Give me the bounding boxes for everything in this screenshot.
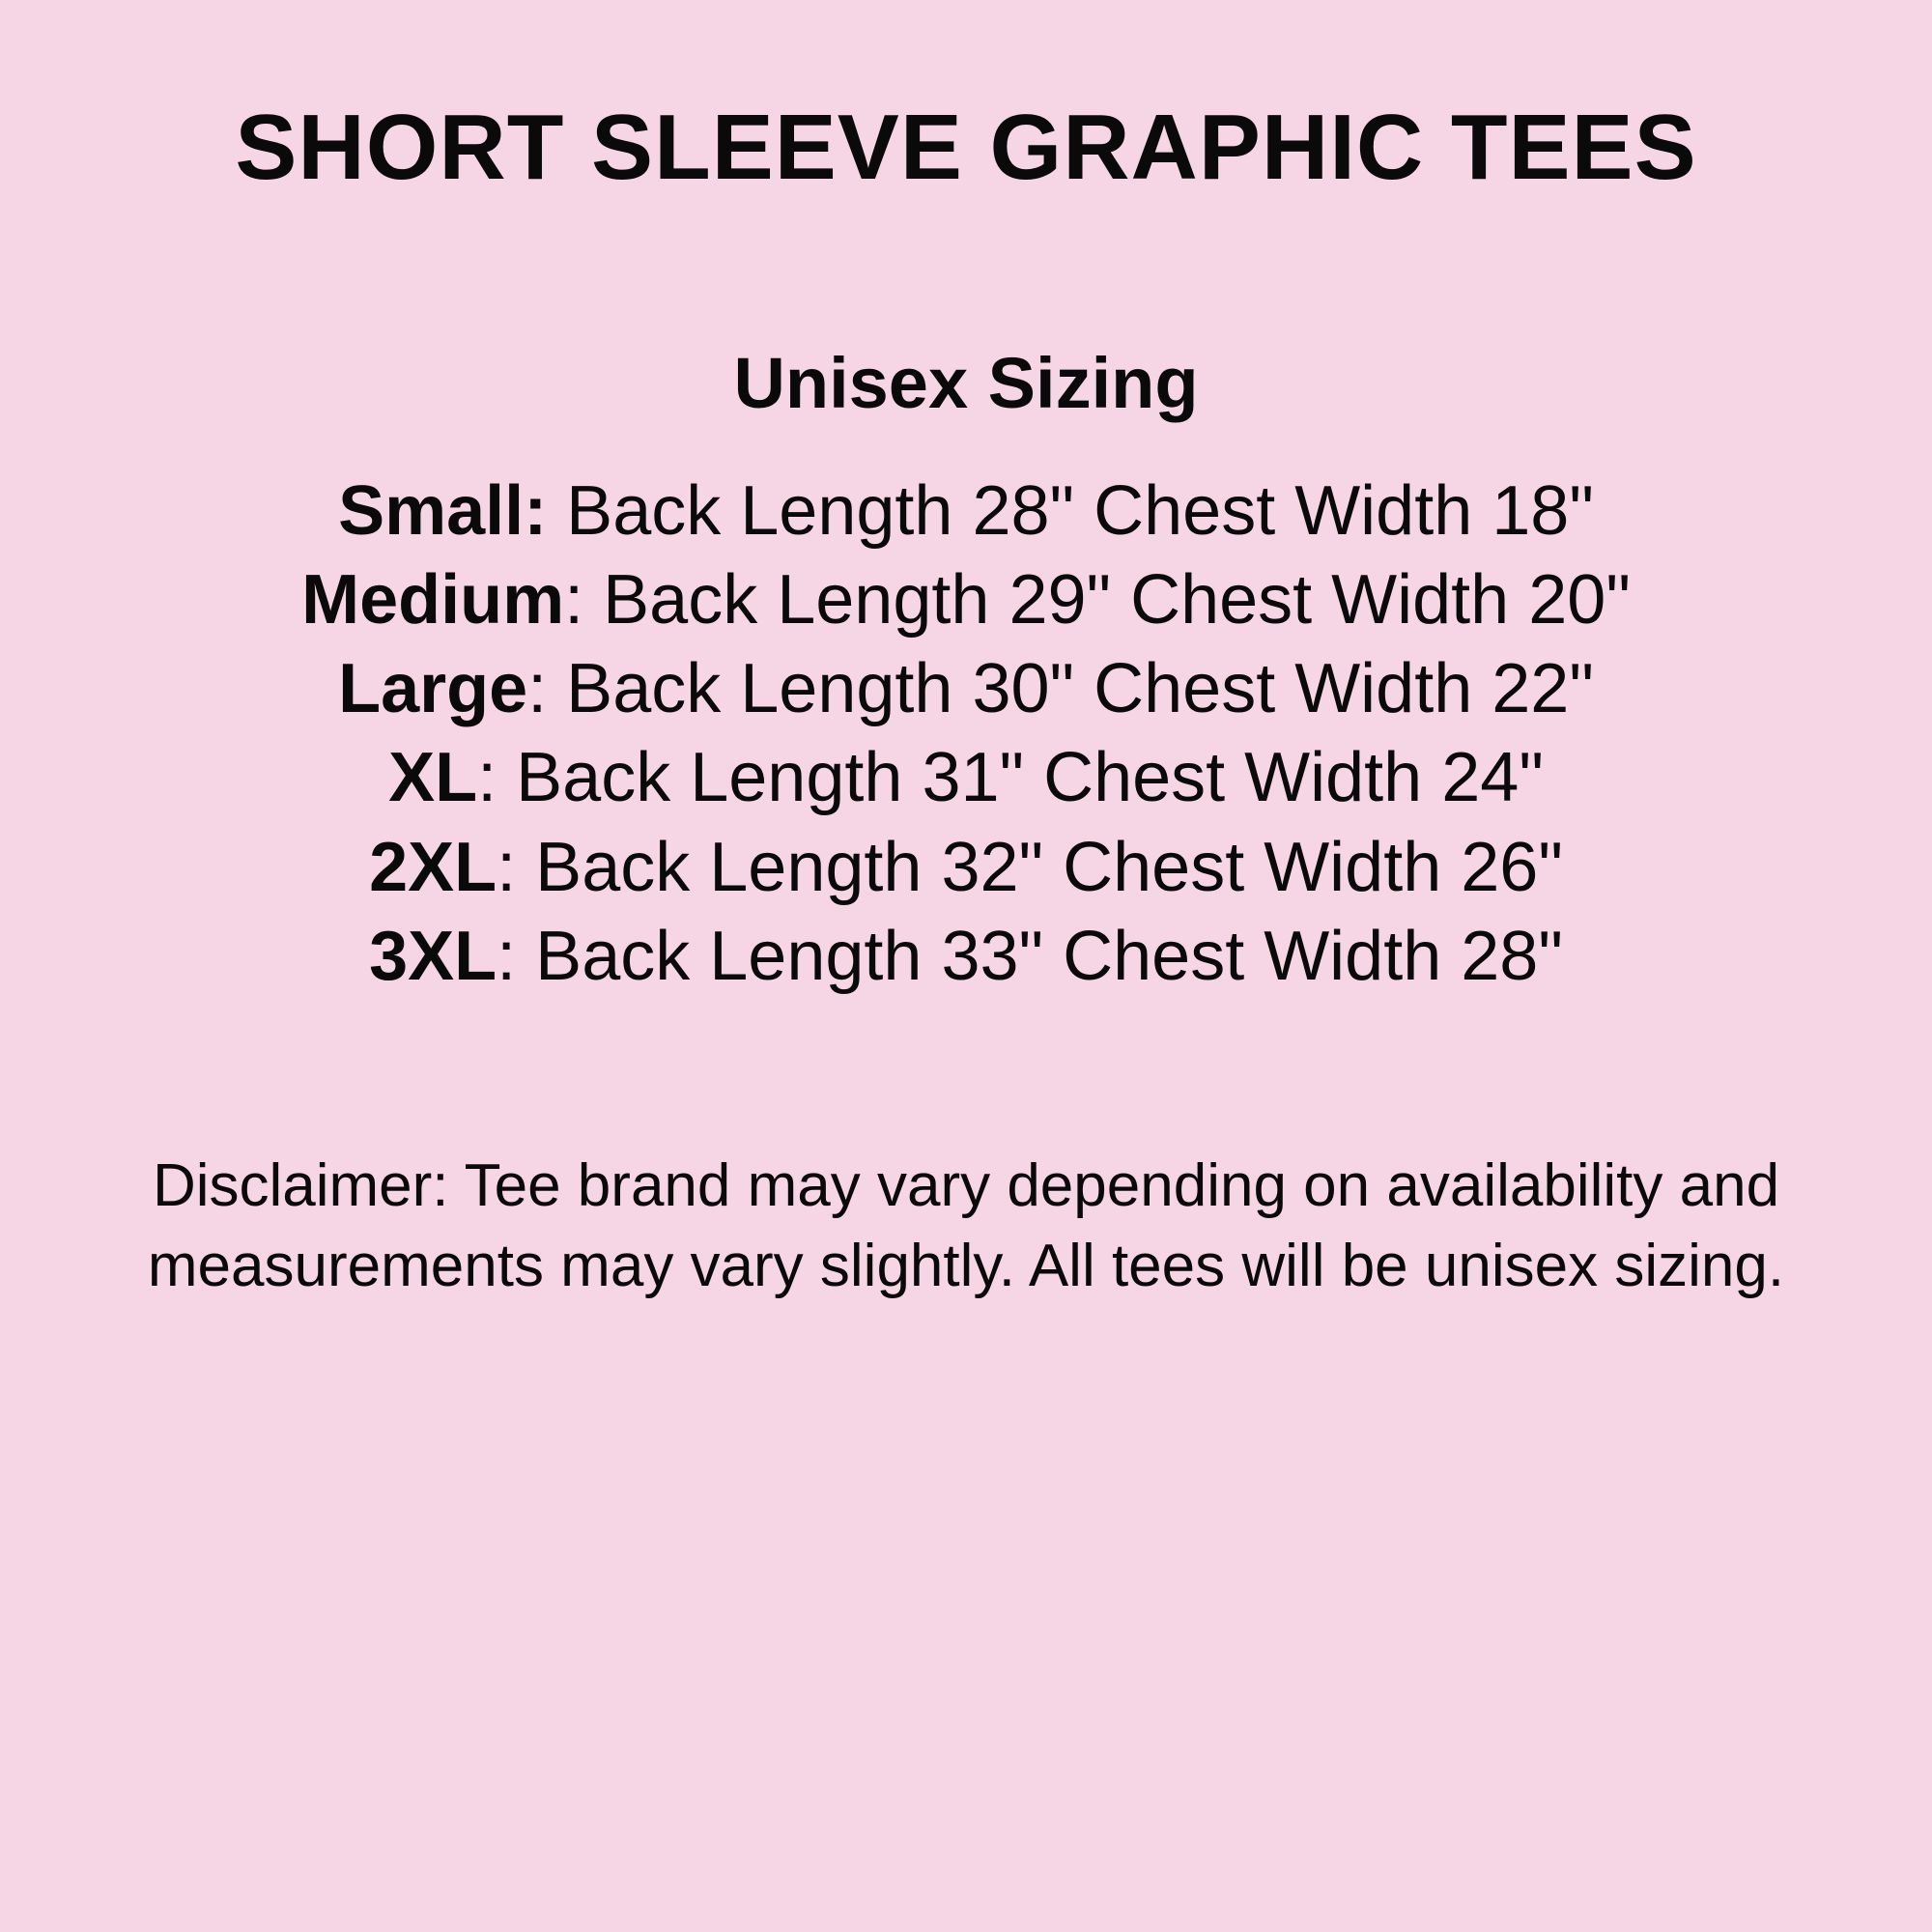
list-item — [388, 733, 1544, 822]
size-measurements: : Back Length 33" Chest Width 28" — [497, 917, 1563, 995]
size-label: 2XL — [369, 828, 497, 906]
list-item — [301, 555, 1631, 644]
list-item — [338, 644, 1594, 733]
size-measurements: : Back Length 32" Chest Width 26" — [497, 828, 1563, 906]
list-item — [338, 467, 1594, 555]
size-measurements: : Back Length 31" Chest Width 24" — [477, 739, 1544, 817]
page-title: SHORT SLEEVE GRAPHIC TEES — [235, 96, 1697, 199]
size-list — [58, 467, 1874, 1001]
size-label: Medium — [301, 561, 565, 639]
size-label: 3XL — [369, 917, 497, 995]
disclaimer-text: Disclaimer: Tee brand may vary depending on availability and measurements may vary slightly. All tees will be unisex sizing. — [147, 1151, 1785, 1299]
size-label: XL — [388, 739, 478, 817]
sizing-heading: Unisex Sizing — [733, 342, 1199, 423]
size-measurements: Back Length 28" Chest Width 18" — [547, 471, 1594, 550]
size-label: Small: — [338, 471, 548, 550]
size-measurements: : Back Length 30" Chest Width 22" — [527, 650, 1594, 728]
size-measurements: : Back Length 29" Chest Width 20" — [564, 561, 1631, 639]
list-item — [369, 912, 1563, 1001]
size-label: Large — [338, 650, 528, 728]
list-item — [369, 823, 1563, 912]
